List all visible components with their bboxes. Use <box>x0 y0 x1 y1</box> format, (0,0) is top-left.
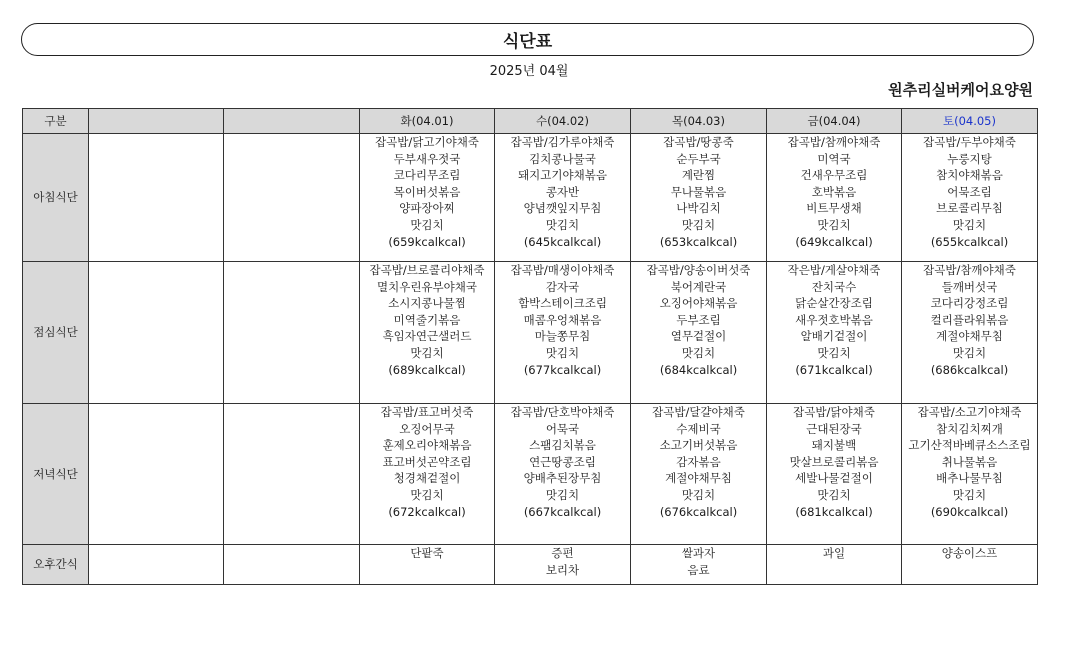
menu-item: 음료 <box>687 562 710 577</box>
menu-item: (645kcalkcal) <box>523 234 602 249</box>
menu-item: 목이버섯볶음 <box>393 184 461 199</box>
menu-item: 닭순살간장조림 <box>795 296 873 311</box>
menu-item: 호박볶음 <box>811 184 857 199</box>
menu-item: 잡곡밥/김가루야채죽 <box>510 135 615 149</box>
menu-item: (672kcalkcal) <box>388 504 466 519</box>
menu-item: 참치김치찌개 <box>936 421 1003 436</box>
menu-cell <box>631 545 767 585</box>
menu-item: 양파장아찌 <box>399 201 455 216</box>
menu-item: 취나물볶음 <box>941 454 998 469</box>
menu-item: 훈제오리야채볶음 <box>382 438 472 453</box>
menu-item: 맛김치 <box>817 345 851 360</box>
header-day-fri: 금(04.04) <box>767 109 902 134</box>
menu-cell <box>902 404 1038 545</box>
menu-item: 근대된장국 <box>806 421 862 436</box>
menu-item: 잡곡밥/소고기야채죽 <box>917 405 1022 419</box>
menu-item: 양송이스프 <box>941 546 998 560</box>
empty-cell <box>224 404 360 545</box>
menu-item: 배추나물무침 <box>936 471 1003 486</box>
menu-item: 단팥죽 <box>410 546 444 560</box>
menu-item: 잡곡밥/닭야채죽 <box>793 405 875 419</box>
menu-item: 들깨버섯국 <box>941 279 998 294</box>
menu-item: 스팸김치볶음 <box>529 438 596 453</box>
menu-item: 브로콜리무침 <box>936 201 1003 216</box>
menu-item: 감자볶음 <box>676 454 721 469</box>
menu-item: 두부새우젓국 <box>393 151 461 166</box>
menu-item: 잔치국수 <box>811 279 857 294</box>
menu-cell <box>902 262 1038 404</box>
menu-item: (659kcalkcal) <box>388 234 466 249</box>
menu-item: 보리차 <box>545 562 580 577</box>
menu-item: 계란찜 <box>681 168 716 183</box>
menu-cell <box>767 134 902 262</box>
menu-item: 매콤우엉채볶음 <box>523 312 602 327</box>
menu-item: 맛김치 <box>817 217 851 232</box>
menu-item: 과일 <box>822 546 846 560</box>
menu-item: (653kcalkcal) <box>659 234 738 249</box>
header-day-thu: 목(04.03) <box>631 109 767 134</box>
menu-cell <box>360 262 495 404</box>
menu-cell <box>631 134 767 262</box>
menu-cell <box>360 545 495 585</box>
menu-cell <box>495 545 631 585</box>
menu-item: 어묵조림 <box>947 184 992 199</box>
menu-item: 증편 <box>551 546 574 560</box>
empty-cell <box>89 134 224 262</box>
menu-item: 코다리무조림 <box>393 168 461 183</box>
menu-cell <box>631 404 767 545</box>
menu-cell <box>767 545 902 585</box>
menu-item: 잡곡밥/매생이야채죽 <box>510 263 615 277</box>
menu-item: 맛김치 <box>952 345 987 360</box>
menu-item: 코다리강정조림 <box>930 296 1009 311</box>
breakfast-row <box>23 134 1038 262</box>
menu-item: 잡곡밥/양송이버섯죽 <box>646 263 751 277</box>
menu-item: 맛김치 <box>681 487 716 502</box>
menu-item: 비트무생채 <box>806 201 862 216</box>
menu-item: 함박스테이크조림 <box>518 296 607 311</box>
header-day-wed: 수(04.02) <box>495 109 631 134</box>
menu-item: 맛살브로콜리볶음 <box>789 454 879 469</box>
menu-cell <box>495 134 631 262</box>
menu-item: 맛김치 <box>681 217 716 232</box>
menu-item: 미역국 <box>817 151 851 166</box>
menu-item: (671kcalkcal) <box>795 362 873 377</box>
menu-item: 소고기버섯볶음 <box>659 438 738 453</box>
menu-item: 세발나물겉절이 <box>795 471 873 486</box>
menu-item: 건새우무조림 <box>800 168 868 183</box>
menu-item: 잡곡밥/닭고기야채죽 <box>375 135 479 149</box>
menu-item: 무나물볶음 <box>670 184 727 199</box>
menu-item: 김치콩나물국 <box>529 151 596 166</box>
row-label: 저녁식단 <box>23 404 89 545</box>
row-label: 점심식단 <box>23 262 89 404</box>
empty-cell <box>224 262 360 404</box>
menu-item: 잡곡밥/땅콩죽 <box>663 135 734 149</box>
menu-item: 미역줄기볶음 <box>393 312 461 327</box>
menu-item: 계절야채무침 <box>665 471 732 486</box>
menu-item: (667kcalkcal) <box>523 504 602 519</box>
menu-item: 맛김치 <box>410 217 444 232</box>
menu-item: 표고버섯곤약조림 <box>382 454 472 469</box>
menu-item: 맛김치 <box>410 345 444 360</box>
menu-item: 고기산적바베큐소스조림 <box>908 438 1031 453</box>
menu-cell <box>902 545 1038 585</box>
menu-item: (676kcalkcal) <box>659 504 738 519</box>
dinner-row <box>23 404 1038 545</box>
menu-item: 참치야채볶음 <box>936 168 1003 183</box>
menu-cell <box>360 134 495 262</box>
menu-item: 맛김치 <box>681 345 716 360</box>
menu-item: (689kcalkcal) <box>388 362 466 377</box>
menu-item: 잡곡밥/표고버섯죽 <box>380 405 474 419</box>
menu-item: 감자국 <box>545 279 580 294</box>
menu-cell <box>767 404 902 545</box>
menu-item: 알배기겉절이 <box>800 329 868 344</box>
menu-item: 맛김치 <box>817 487 851 502</box>
snack-row <box>23 545 1038 585</box>
empty-cell <box>224 545 360 585</box>
menu-cell <box>495 262 631 404</box>
menu-item: 흑임자연근샐러드 <box>382 329 472 344</box>
menu-item: (681kcalkcal) <box>795 504 873 519</box>
header-day-sat: 토(04.05) <box>902 109 1038 134</box>
empty-cell <box>89 545 224 585</box>
menu-item: 순두부국 <box>676 151 721 166</box>
menu-cell <box>767 262 902 404</box>
empty-cell <box>89 404 224 545</box>
header-blank-1 <box>89 109 224 134</box>
menu-item: (677kcalkcal) <box>523 362 602 377</box>
menu-item: 잡곡밥/달걀야채죽 <box>652 405 745 419</box>
menu-item: 돼지고기야채볶음 <box>518 168 607 183</box>
row-label: 오후간식 <box>23 545 89 585</box>
menu-item: 잡곡밥/브로콜리야채죽 <box>369 263 485 277</box>
menu-item: 쌀과자 <box>681 546 716 560</box>
menu-item: 잡곡밥/참깨야채죽 <box>787 135 881 149</box>
menu-item: 작은밥/게살야채죽 <box>787 263 881 277</box>
menu-item: 누룽지탕 <box>947 151 992 166</box>
menu-item: 연근땅콩조림 <box>529 454 596 469</box>
menu-item: 수제비국 <box>676 421 721 436</box>
menu-item: 소시지콩나물찜 <box>388 296 466 311</box>
lunch-row <box>23 262 1038 404</box>
menu-item: 열무겉절이 <box>670 329 727 344</box>
menu-item: 양념깻잎지무침 <box>523 201 602 216</box>
menu-item: 맛김치 <box>545 345 580 360</box>
menu-item: 어묵국 <box>545 421 580 436</box>
menu-item: 잡곡밥/단호박야채죽 <box>510 405 615 419</box>
row-label: 아침식단 <box>23 134 89 262</box>
meal-plan-table <box>22 108 1038 585</box>
menu-cell <box>495 404 631 545</box>
menu-item: 맛김치 <box>952 217 987 232</box>
menu-item: (690kcalkcal) <box>930 504 1009 519</box>
empty-cell <box>224 134 360 262</box>
menu-item: 콩자반 <box>545 184 580 199</box>
menu-item: 나박김치 <box>676 201 721 216</box>
menu-item: 잡곡밥/참깨야채죽 <box>923 263 1016 277</box>
menu-item: (649kcalkcal) <box>795 234 873 249</box>
menu-item: 오징어야채볶음 <box>659 296 738 311</box>
facility-name: 원추리실버케어요양원 <box>888 81 1033 99</box>
menu-item: 맛김치 <box>545 487 580 502</box>
menu-item: 맛김치 <box>410 487 444 502</box>
menu-item: (655kcalkcal) <box>930 234 1009 249</box>
menu-item: 두부조림 <box>676 312 721 327</box>
menu-title: 식단표 <box>21 23 1034 56</box>
menu-item: 북어계란국 <box>670 279 727 294</box>
menu-item: 양배추된장무침 <box>523 471 602 486</box>
menu-item: (686kcalkcal) <box>930 362 1009 377</box>
menu-item: 맛김치 <box>952 487 987 502</box>
menu-month: 2025년 04월 <box>489 64 569 79</box>
menu-item: 컬리플라워볶음 <box>930 312 1009 327</box>
menu-item: 돼지불백 <box>811 438 857 453</box>
empty-cell <box>89 262 224 404</box>
table-header-row <box>23 109 1038 134</box>
menu-item: 잡곡밥/두부야채죽 <box>923 135 1016 149</box>
menu-item: 새우젓호박볶음 <box>795 312 873 327</box>
menu-cell <box>631 262 767 404</box>
menu-item: 청경채겉절이 <box>393 471 461 486</box>
menu-item: (684kcalkcal) <box>659 362 738 377</box>
menu-item: 맛김치 <box>545 217 580 232</box>
menu-item: 오징어무국 <box>399 421 455 436</box>
header-day-tue: 화(04.01) <box>360 109 495 134</box>
menu-cell <box>902 134 1038 262</box>
header-category: 구분 <box>23 109 89 134</box>
menu-item: 멸치우린유부야채국 <box>377 279 477 294</box>
menu-cell <box>360 404 495 545</box>
header-blank-2 <box>224 109 360 134</box>
menu-item: 계절야채무침 <box>936 329 1003 344</box>
menu-item: 마늘쫑무침 <box>534 329 591 344</box>
